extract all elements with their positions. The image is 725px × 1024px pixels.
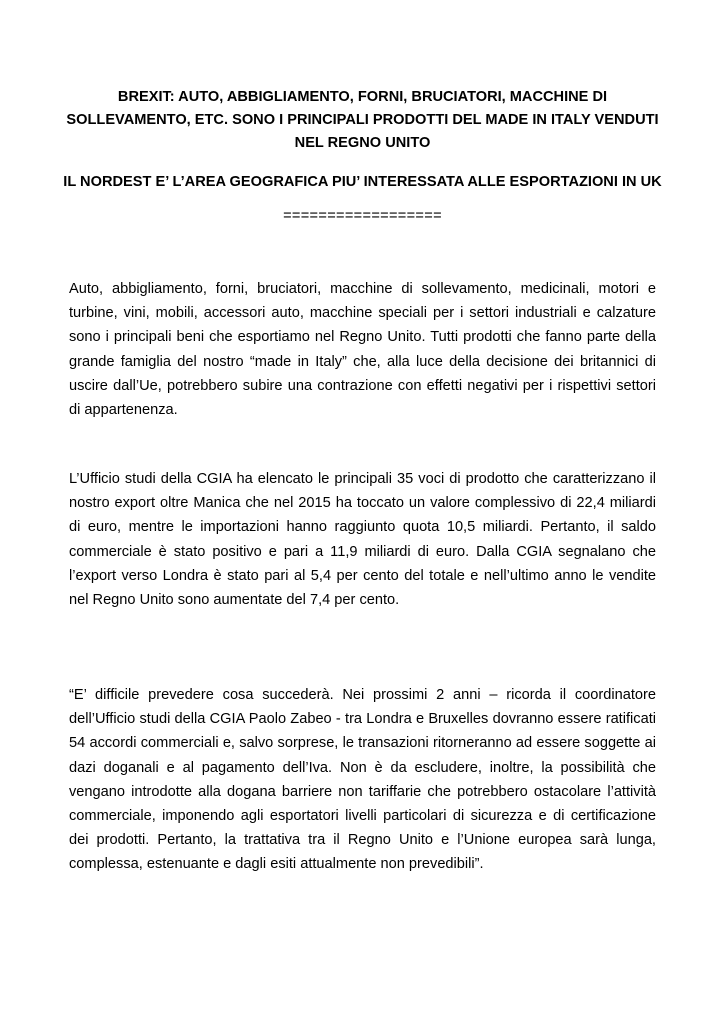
subheadline: IL NORDEST E’ L’AREA GEOGRAFICA PIU’ INTERESSATA ALLE ESPORTAZIONI IN UK	[63, 174, 662, 190]
headline: BREXIT: AUTO, ABBIGLIAMENTO, FORNI, BRUCIATORI, MACCHINE DI SOLLEVAMENTO, ETC. SONO I PRINCIPALI PRODOTTI DEL MADE IN ITALY VENDUTI NEL REGNO UNITO	[66, 89, 659, 151]
paragraph-quote: “E’ difficile prevedere cosa succederà. Nei prossimi 2 anni – ricorda il coordinatore dell’Ufficio studi della CGIA Paolo Zabeo - tra Londra e Bruxelles dovranno essere ratificati 54 accordi commerciali e, salvo sorprese, le transazioni ritorneranno ad essere soggette ai dazi doganali e al pagamento dell’Iva. Non è da escludere, inoltre, la possibilità che vengano introdotte alla dogana barriere non tariffarie che potrebbero ostacolare l’attività commerciale, imponendo agli esportatori livelli particolari di sicurezza e di certificazione dei prodotti. Pertanto, la trattativa tra il Regno Unito e l’Unione europea sarà lunga, complessa, estenuante e dagli esiti attualmente non prevedibili”.	[69, 687, 656, 873]
paragraph-products: Auto, abbigliamento, forni, bruciatori, macchine di sollevamento, medicinali, motori e turbine, vini, mobili, accessori auto, macchine speciali per i settori industriali e calzature sono i principali beni che esportiamo nel Regno Unito. Tutti prodotti che fanno parte della grande famiglia del nostro “made in Italy” che, alla luce della decisione dei britannici di uscire dall’Ue, potrebbero subire una contrazione con effetti negativi per i rispettivi settori di appartenenza.	[69, 281, 656, 419]
paragraph-export-figures: L’Ufficio studi della CGIA ha elencato le principali 35 voci di prodotto che caratterizzano il nostro export oltre Manica che nel 2015 ha toccato un valore complessivo di 22,4 miliardi di euro, mentre le importazioni hanno raggiunto quota 10,5 miliardi. Pertanto, il saldo commerciale è stato positivo e pari a 11,9 miliardi di euro. Dalla CGIA segnalano che l’export verso Londra è stato pari al 5,4 per cento del totale e nell’ultimo anno le vendite nel Regno Unito sono aumentate del 7,4 per cento.	[69, 471, 656, 609]
separator-line: ==================	[283, 208, 442, 224]
